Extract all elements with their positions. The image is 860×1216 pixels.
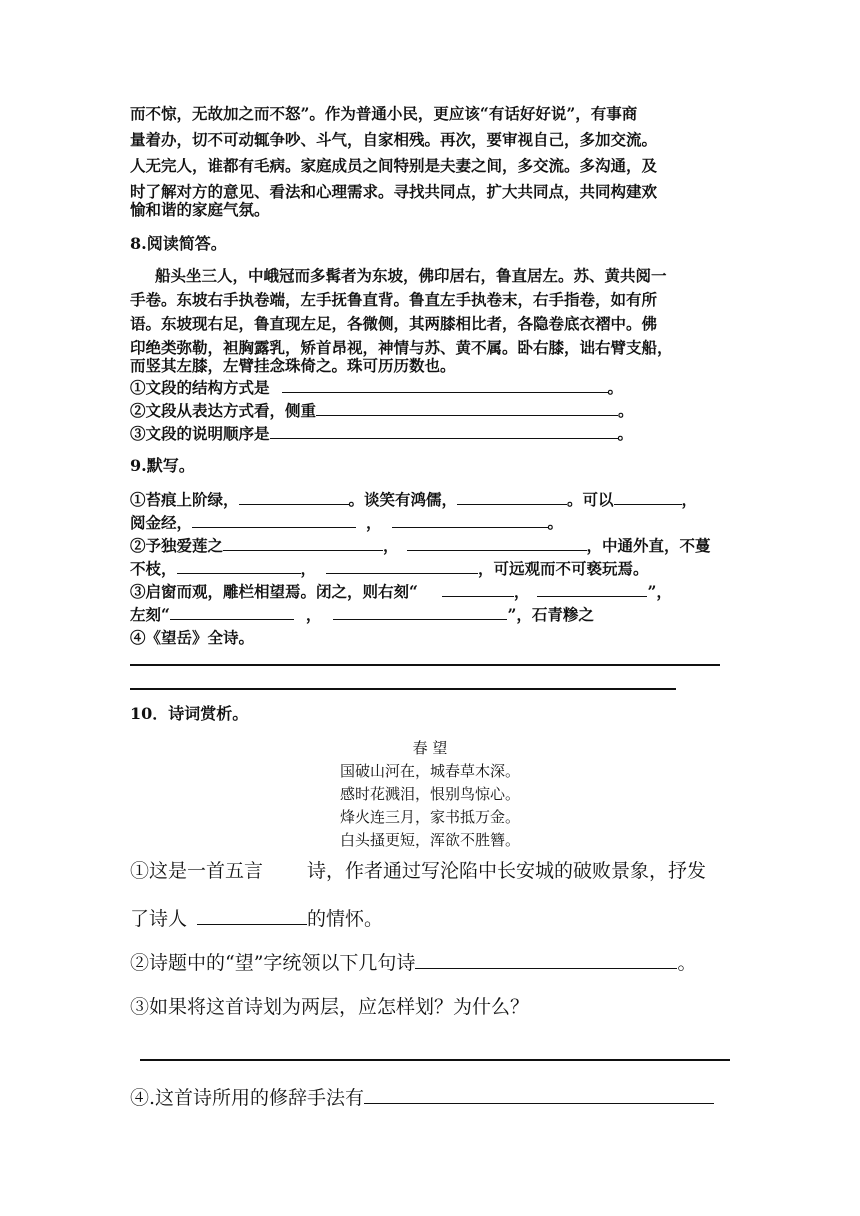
q9-line-4: 不枝， ， ，可远观而不可亵玩焉。 xyxy=(130,559,649,578)
q9-line-1: ①苔痕上阶绿， 。谈笑有鸿儒， 。可以 ， xyxy=(130,490,698,509)
intro-line-2: 量着办，切不可动辄争吵、斗气，自家相残。再次，要审视自己，多加交流。 xyxy=(130,130,658,149)
q8-passage-2: 手卷。东坡右手执卷端，左手抚鲁直背。鲁直左手执卷末，右手指卷，如有所 xyxy=(130,290,658,309)
q9-answer-line-2[interactable] xyxy=(130,688,676,690)
q8-sub-2: ②文段从表达方式看，侧重 。 xyxy=(130,401,634,420)
q8-passage-3: 语。东坡现右足，鲁直现左足，各微侧，其两膝相比者，各隐卷底衣褶中。佛 xyxy=(130,314,658,333)
q9-title: 9.默写。 xyxy=(130,456,195,475)
q10-sub-1b: 了诗人 的情怀。 xyxy=(130,908,384,930)
q9-blank-5[interactable] xyxy=(392,513,548,528)
q9-blank-9[interactable] xyxy=(326,559,478,574)
q9-line-2: 阅金经， ， 。 xyxy=(130,513,564,532)
q8-passage-5: 而竖其左膝，左臂挂念珠倚之。珠可历历数也。 xyxy=(130,356,456,375)
q10-sub-4: ④.这首诗所用的修辞手法有 xyxy=(130,1085,714,1110)
q8-answer-blank-3[interactable] xyxy=(270,424,618,439)
q9-blank-12[interactable] xyxy=(170,605,294,620)
q8-passage-1: 船头坐三人，中峨冠而多髯者为东坡，佛印居右，鲁直居左。苏、黄共阅一 xyxy=(155,266,667,285)
q9-line-7: ④《望岳》全诗。 xyxy=(130,628,255,647)
q9-answer-line-1[interactable] xyxy=(130,664,720,666)
q10-sub-1: ①这是一首五言 诗，作者通过写沦陷中长安城的破败景象，抒发 xyxy=(130,860,707,882)
q8-answer-blank-1[interactable] xyxy=(282,378,608,393)
q8-sub-1: ①文段的结构方式是 。 xyxy=(130,378,624,397)
q8-passage-4: 印绝类弥勒，袒胸露乳，矫首昂视，神情与苏、黄不属。卧右膝，诎右臂支船， xyxy=(130,338,673,357)
q10-title: 10．诗词赏析。 xyxy=(130,704,249,723)
q9-blank-3[interactable] xyxy=(614,490,682,505)
q9-blank-6[interactable] xyxy=(223,536,383,551)
poem-title: 春 望 xyxy=(412,739,448,757)
q9-line-5: ③启窗而观，雕栏相望焉。闭之，则右刻“ ， ”， xyxy=(130,582,672,601)
poem-line-1: 国破山河在，城春草木深。 xyxy=(339,762,520,780)
intro-line-5: 愉和谐的家庭气氛。 xyxy=(130,200,270,219)
q10-sub-3: ③如果将这首诗划为两层，应怎样划？为什么？ xyxy=(130,996,530,1018)
q8-title: 8.阅读简答。 xyxy=(130,234,227,253)
q9-line-3: ②予独爱莲之 ， ，中通外直，不蔓 xyxy=(130,536,711,555)
intro-line-1: 而不惊，无故加之而不怒”。作为普通小民，更应该“有话好好说”，有事商 xyxy=(130,104,638,123)
poem-line-3: 烽火连三月，家书抵万金。 xyxy=(339,808,520,826)
q9-blank-2[interactable] xyxy=(457,490,567,505)
intro-line-4: 时了解对方的意见、看法和心理需求。寻找共同点，扩大共同点，共同构建欢 xyxy=(130,182,658,201)
poem-line-2: 感时花溅泪，恨别鸟惊心。 xyxy=(339,785,520,803)
q10-sub-2: ②诗题中的“望”字统领以下几句诗 。 xyxy=(130,952,697,974)
intro-line-3: 人无完人，谁都有毛病。家庭成员之间特别是夫妻之间，多交流。多沟通，及 xyxy=(130,156,658,175)
q8-answer-blank-2[interactable] xyxy=(316,401,618,416)
q9-blank-4[interactable] xyxy=(192,513,356,528)
q9-blank-10[interactable] xyxy=(442,582,514,597)
q10-blank-4[interactable] xyxy=(364,1085,714,1104)
q9-blank-8[interactable] xyxy=(177,559,301,574)
q10-blank-3[interactable] xyxy=(415,950,677,969)
q9-blank-7[interactable] xyxy=(407,536,587,551)
q9-blank-1[interactable] xyxy=(239,490,349,505)
q10-blank-2[interactable] xyxy=(197,906,307,925)
q10-answer-line[interactable] xyxy=(140,1059,730,1061)
poem-line-4: 白头搔更短，浑欲不胜簪。 xyxy=(339,831,520,849)
q9-line-6: 左刻“ ， ”，石青糁之 xyxy=(130,605,594,624)
q9-blank-11[interactable] xyxy=(537,582,647,597)
q9-blank-13[interactable] xyxy=(333,605,507,620)
q8-sub-3: ③文段的说明顺序是 。 xyxy=(130,424,634,443)
